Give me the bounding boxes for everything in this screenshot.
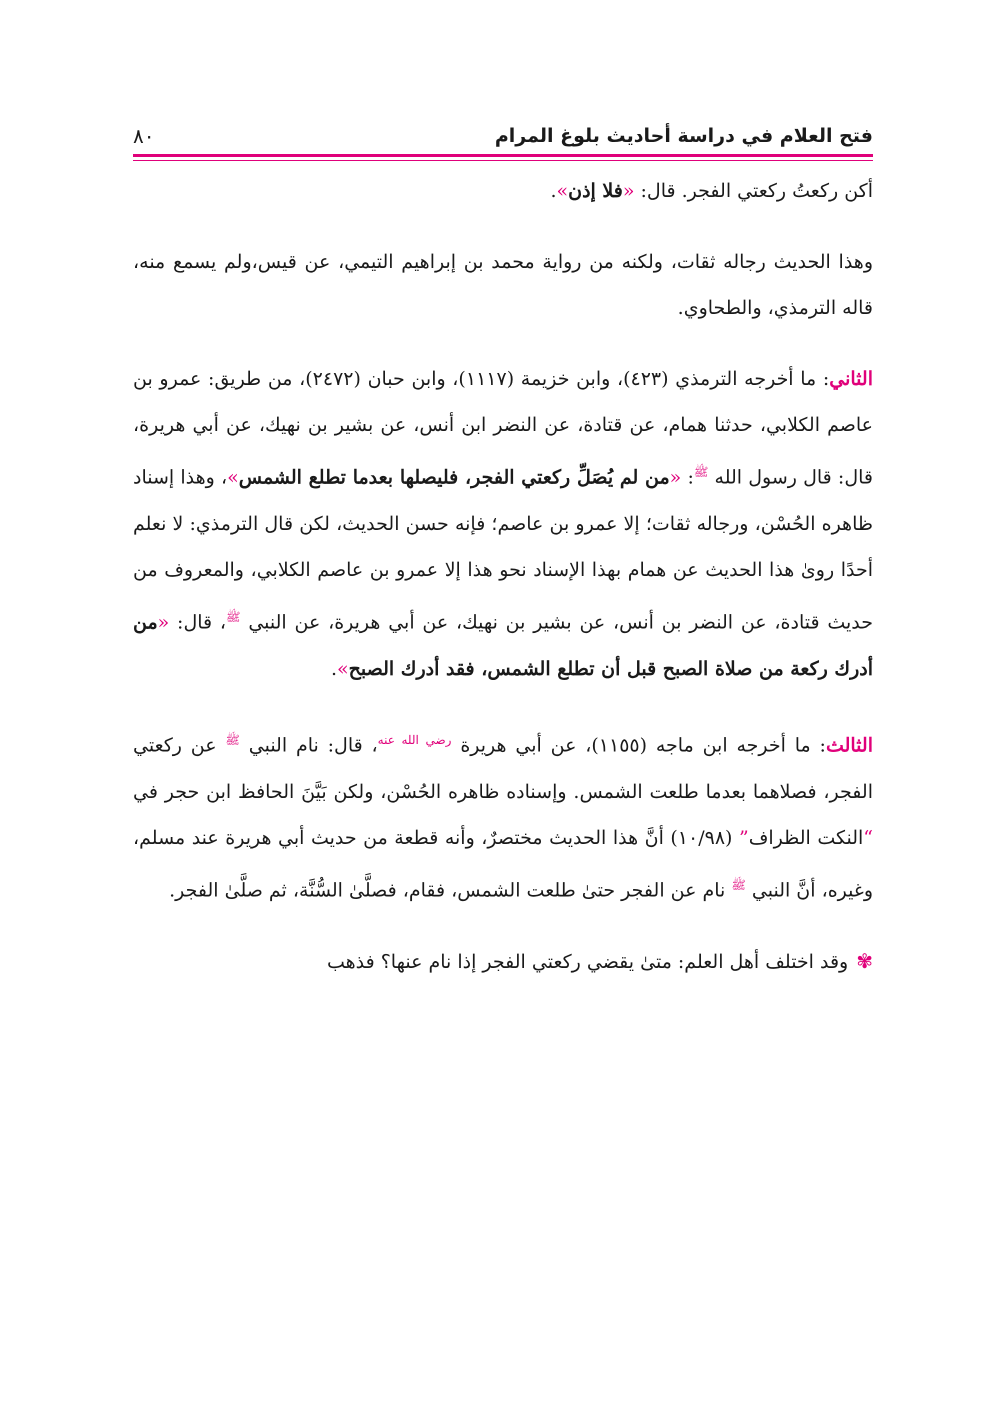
salutation-glyph: ﷺ — [693, 464, 709, 479]
flower-ornament-icon: ✾ — [856, 948, 873, 973]
section-label-second: الثاني — [829, 367, 873, 390]
book-reference: النكت الظراف — [748, 827, 864, 850]
page-number: ٨٠ — [133, 124, 155, 148]
salutation-glyph: ﷺ — [731, 877, 746, 892]
header-rule-thick — [133, 154, 873, 157]
salutation-glyph: ﷺ — [225, 732, 240, 747]
hadith-quote: من لم يُصَلِّ ركعتي الفجر، فليصلها بعدما تطلع الشمس — [238, 466, 670, 489]
running-header — [133, 118, 873, 154]
paragraph-scholars-differ: ✾وقد اختلف أهل العلم: متىٰ يقضي ركعتي الفجر إذا نام عنها؟ فذهب — [326, 948, 873, 973]
paragraph-third-narration: الثالث: ما أخرجه ابن ماجه (١١٥٥)، عن أبي هريرة $^{رضي الله عنه}$، قال: نام النبي $^ﷺ$ عن ركعتي الفجر، فصلاهما بعدما طلعت الشمس. وإسناده ظاهره الحُسْن، ولكن بَيَّنَ الحافظ ابن حجر في “النكت الظراف” (١٠/٩٨) أنَّ هذا الحديث مختصرٌ، وأنه قطعة من حديث أبي هريرة عند مسلم، وغيره، أنَّ النبي $^ﷺ$ نام عن الفجر حتىٰ طلعت الشمس، فقام، فصلَّىٰ السُّنَّة، ثم صلَّىٰ الفجر. — [133, 732, 873, 902]
companion-glyph: رضي الله عنه — [377, 732, 452, 747]
section-label-third: الثالث — [825, 733, 873, 756]
header-rule-thin — [133, 160, 873, 161]
paragraph-assessment: وهذا الحديث رجاله ثقات، ولكنه من رواية محمد بن إبراهيم التيمي، عن قيس،ولم يسمع منه، قاله الترمذي، والطحاوي. — [133, 250, 873, 320]
hadith-quote: من أدرك ركعة من صلاة الصبح قبل أن تطلع الشمس، فقد أدرك الصبح — [133, 611, 873, 680]
paragraph-continuation: أكن ركعتُ ركعتي الفجر. قال: «فلا إذن». — [550, 180, 873, 202]
book-title: فتح العلام في دراسة أحاديث بلوغ المرام — [494, 125, 873, 147]
salutation-glyph: ﷺ — [226, 610, 241, 625]
paragraph-second-narration: الثاني: ما أخرجه الترمذي (٤٢٣)، وابن خزيمة (١١١٧)، وابن حبان (٢٤٧٢)، من طريق: عمرو بن عاصم الكلابي، حدثنا همام، عن قتادة، عن النضر ابن أنس، عن بشير بن نهيك، عن أبي هريرة، قال: قال رسول الله $^ﷺ$: «من لم يُصَلِّ ركعتي الفجر، فليصلها بعدما تطلع الشمس»، وهذا إسناد ظاهره الحُسْن، ورجاله ثقات؛ إلا عمرو بن عاصم؛ فإنه حسن الحديث، لكن قال الترمذي: لا نعلم أحدًا روىٰ هذا الحديث عن همام بهذا الإسناد نحو هذا إلا عمرو بن عاصم الكلابي، والمعروف من حديث قتادة، عن النضر بن أنس، عن بشير بن نهيك، عن أبي هريرة، عن النبي $^ﷺ$، قال: «من أدرك ركعة من صلاة الصبح قبل أن تطلع الشمس، فقد أدرك الصبح». — [133, 367, 873, 680]
page-body — [133, 168, 873, 985]
